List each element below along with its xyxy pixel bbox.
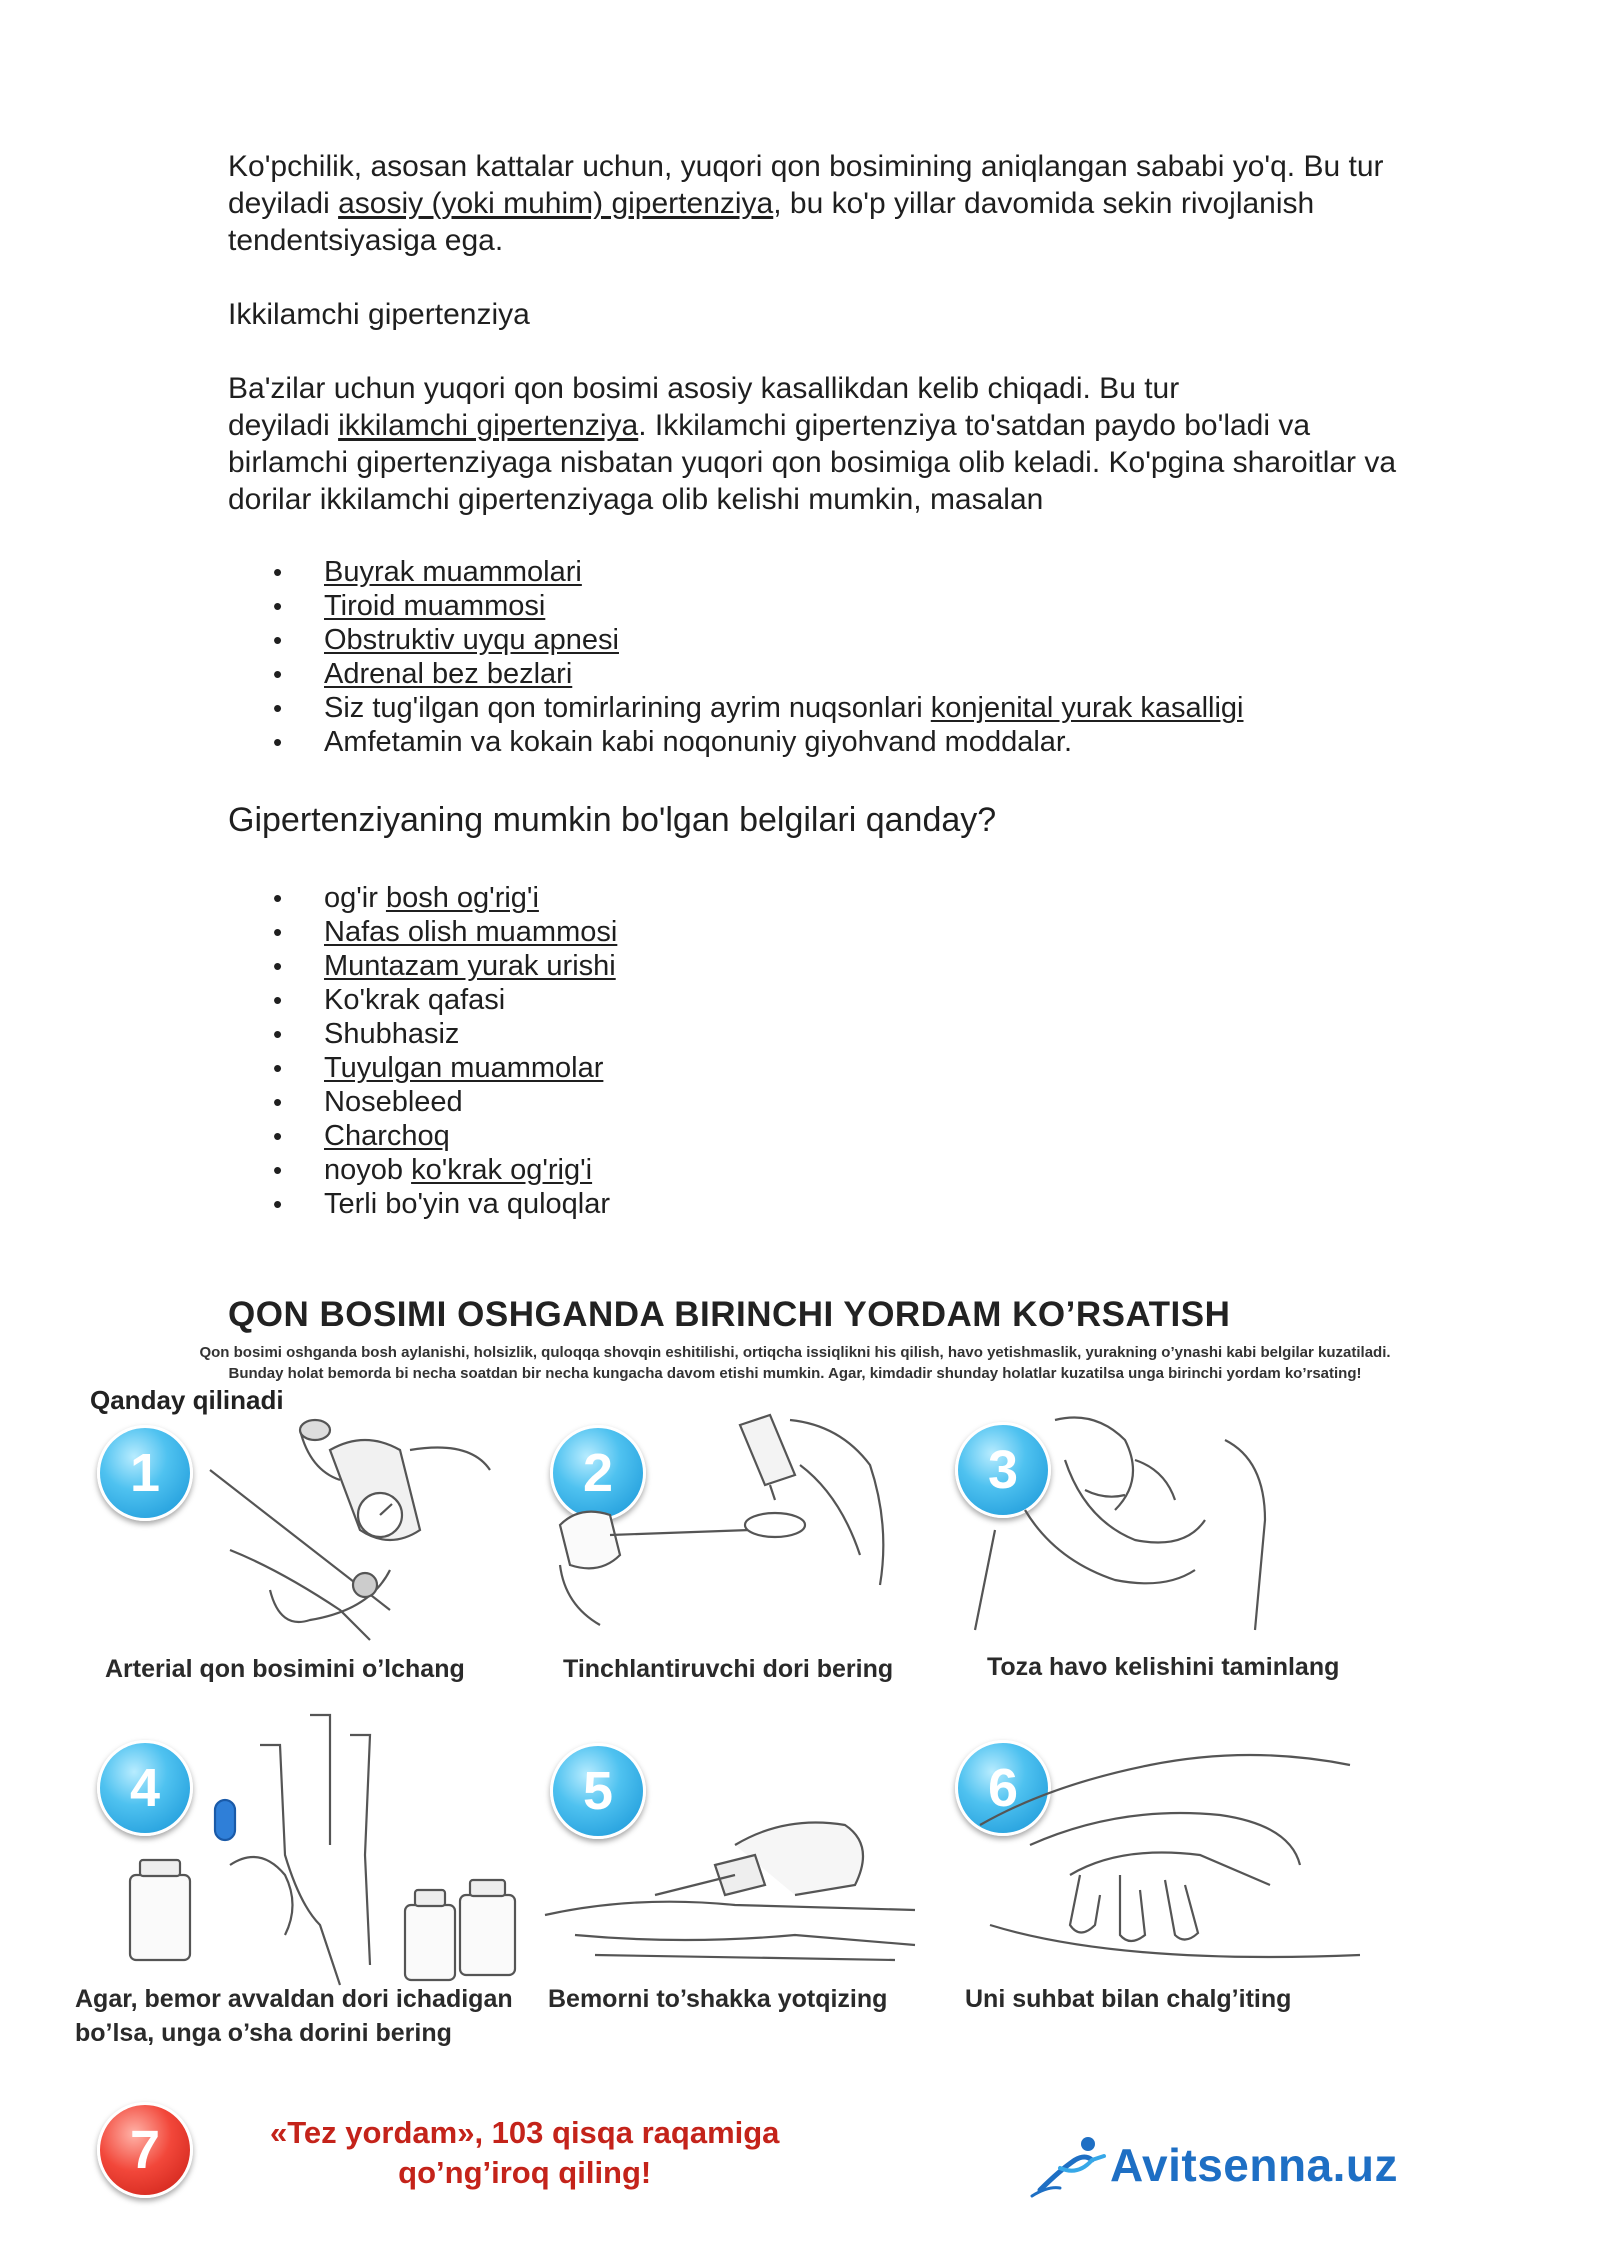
list-item-link[interactable]: ko'krak og'rig'i (411, 1154, 593, 1186)
list-item-link[interactable]: Obstruktiv uyqu apnesi (324, 624, 619, 656)
infographic-subtitle: Qon bosimi oshganda bosh aylanishi, holsizlik, quloqqa shovqin eshitilishi, ortiqcha issiqlikni his qilish, havo yetishmaslik, yurakning o’ynashi kabi belgilar kuzatiladi. Bunday holat bemorda bi necha soatdan bir necha kungacha davom etishi mumkin. Agar, kimdadir shunday holatlar kuzatilsa unga birinchi yordam ko’rsating! (199, 1344, 1391, 1382)
paragraph-text: deyiladi (228, 187, 339, 220)
step-4-badge: 4 (97, 1740, 193, 1836)
list-item (324, 949, 1508, 983)
step-1-badge: 1 (97, 1425, 193, 1521)
list-item-link[interactable]: Buyrak muammolari (324, 556, 582, 588)
list-item (324, 623, 1508, 657)
brand-logo (1030, 2130, 1398, 2200)
heading-symptoms: Gipertenziyaning mumkin bo'lgan belgilari qanday? (228, 801, 997, 839)
paragraph-text: Ko'pchilik, asosan kattalar uchun, yuqori qon bosimining aniqlangan sababi yo'q. Bu tur (228, 150, 1384, 183)
first-aid-infographic (70, 1285, 1490, 2205)
list-item (324, 915, 1508, 949)
list-item: • Shubhasiz (324, 1017, 1508, 1051)
step-7-badge: 7 (97, 2102, 193, 2198)
list-item-link[interactable]: Adrenal bez bezlari (324, 658, 573, 690)
infographic-title: QON BOSIMI OSHGANDA BIRINCHI YORDAM KO’RSATISH (228, 1295, 1231, 1334)
paragraph-text: birlamchi gipertenziyaga nisbatan yuqori qon bosimiga olib keladi. Ko'pgina sharoitlar va (228, 446, 1397, 479)
list-item: • Ko'krak qafasi (324, 983, 1508, 1017)
list-item-link[interactable]: bosh og'rig'i (385, 882, 539, 914)
step-2-caption: Tinchlantiruvchi dori bering (563, 1655, 894, 1683)
emergency-call-text: «Tez yordam», 103 qisqa raqamiga qo’ng’iroq qiling! (270, 2115, 780, 2190)
list-item: • noyob ko'krak og'rig'i (324, 1153, 1508, 1187)
bed-rest-icon (535, 1785, 935, 1975)
paragraph-text: . Ikkilamchi gipertenziya to'satdan paydo bo'ladi va (638, 409, 1311, 442)
step-1-caption: Arterial qon bosimini o’lchang (105, 1655, 465, 1683)
list-item (324, 555, 1508, 589)
list-item-link[interactable]: Charchoq (324, 1120, 450, 1152)
medicine-spoon-icon (540, 1405, 920, 1650)
step-6-caption: Uni suhbat bilan chalg’iting (965, 1985, 1292, 2013)
list-item-link[interactable]: Muntazam yurak urishi (324, 950, 616, 982)
step-5-badge: 5 (550, 1743, 646, 1839)
step-5-caption: Bemorni to’shakka yotqizing (548, 1985, 888, 2013)
list-item (324, 1119, 1508, 1153)
how-to-label: Qanday qilinadi (90, 1385, 284, 1415)
comfort-hands-icon (970, 1725, 1380, 1975)
step-6-badge: 6 (955, 1740, 1051, 1836)
list-item-link[interactable]: konjenital yurak kasalligi (930, 692, 1244, 724)
running-person-logo-icon (1030, 2130, 1110, 2200)
blood-pressure-meter-icon (190, 1410, 510, 1650)
symptoms-list (228, 881, 1508, 1221)
step-4-caption: Agar, bemor avvaldan dori ichadigan bo’lsa, unga o’sha dorini bering (75, 1985, 513, 2047)
list-item-link[interactable]: Tiroid muammosi (324, 590, 546, 622)
link-secondary-hypertension[interactable]: ikkilamchi gipertenziya (338, 409, 639, 442)
paragraph-text: deyiladi (228, 409, 339, 442)
subheading-secondary-hypertension: Ikkilamchi gipertenziya (228, 298, 530, 331)
list-item-link[interactable]: Nafas olish muammosi (324, 916, 618, 948)
list-item: • og'ir bosh og'rig'i (324, 881, 1508, 915)
list-item (324, 657, 1508, 691)
list-item (324, 589, 1508, 623)
list-item-link[interactable]: Tuyulgan muammolar (324, 1052, 604, 1084)
pill-bottles-icon (110, 1705, 550, 1990)
paragraph-text: , bu ko'p yillar davomida sekin rivojlanish (773, 187, 1315, 220)
paragraph-primary (228, 148, 1508, 259)
step-3-caption: Toza havo kelishini taminlang (987, 1653, 1340, 1681)
paragraph-text: tendentsiyasiga ega. (228, 224, 504, 257)
list-item: • Amfetamin va kokain kabi noqonuniy giyohvand moddalar. (324, 725, 1508, 759)
step-2-badge: 2 (550, 1425, 646, 1521)
list-item (324, 1051, 1508, 1085)
step-3-badge: 3 (955, 1422, 1051, 1518)
paragraph-text: Ba'zilar uchun yuqori qon bosimi asosiy kasallikdan kelib chiqadi. Bu tur (228, 372, 1180, 405)
fresh-air-icon (965, 1400, 1295, 1650)
causes-list (228, 555, 1508, 759)
paragraph-secondary (228, 370, 1508, 518)
paragraph-text: dorilar ikkilamchi gipertenziyaga olib kelishi mumkin, masalan (228, 483, 1044, 516)
list-item: • Nosebleed (324, 1085, 1508, 1119)
list-item: • Terli bo'yin va quloqlar (324, 1187, 1508, 1221)
article-body (228, 148, 1508, 1221)
list-item: • Siz tug'ilgan qon tomirlarining ayrim nuqsonlari konjenital yurak kasalligi (324, 691, 1508, 725)
brand-name: Avitsenna.uz (1110, 2139, 1399, 2191)
link-essential-hypertension[interactable]: asosiy (yoki muhim) gipertenziya (338, 187, 774, 220)
